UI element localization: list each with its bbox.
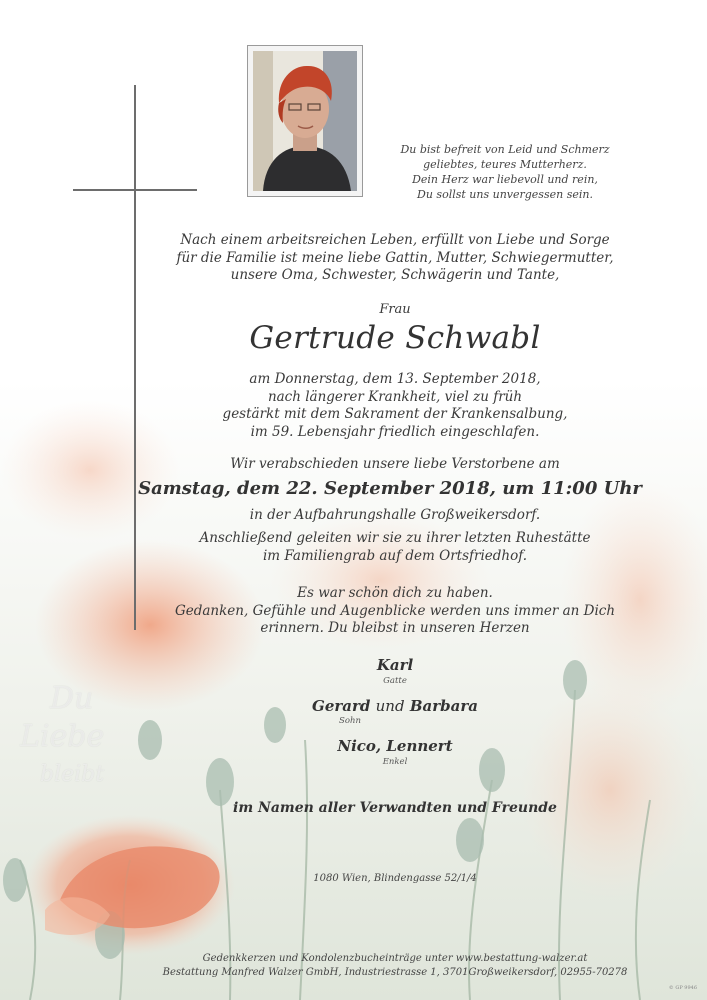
deceased-name: Gertrude Schwabl xyxy=(249,320,541,356)
closing-text xyxy=(110,585,680,638)
poem xyxy=(390,142,620,202)
burial-line: im Familiengrab auf dem Ortsfriedhof. xyxy=(262,547,528,564)
footer-line: Bestattung Manfred Walzer GmbH, Industriestrasse 1, 3701Großweikersdorf, 02955-70278 xyxy=(162,967,628,978)
intro-line: Nach einem arbeitsreichen Leben, erfüllt von Liebe und Sorge xyxy=(180,232,610,248)
mourner-conjunction: und xyxy=(375,697,405,715)
service-date: Samstag, dem 22. September 2018, um 11:00 Uhr xyxy=(138,478,642,499)
relatives-line: im Namen aller Verwandten und Freunde xyxy=(233,800,557,816)
print-code: © GP 9946 xyxy=(668,985,697,991)
mourner-name-a: Gerard xyxy=(312,697,371,715)
intro-text xyxy=(110,232,680,285)
watermark-line: Liebe xyxy=(20,719,105,754)
mourner-name xyxy=(110,697,680,715)
poem-line: Dein Herz war liebevoll und rein, xyxy=(412,173,598,186)
mourner-relation: Sohn xyxy=(339,716,361,726)
mourner-name-b: Barbara xyxy=(409,697,478,715)
mourner-name: Nico, Lennert xyxy=(337,737,453,755)
poem-line: Du sollst uns unvergessen sein. xyxy=(417,188,593,201)
details-line: am Donnerstag, dem 13. September 2018, xyxy=(249,371,541,387)
mourner-relation: Gatte xyxy=(383,676,407,686)
intro-line: unsere Oma, Schwester, Schwägerin und Tante, xyxy=(230,267,560,283)
service-location: in der Aufbahrungshalle Großweikersdorf. xyxy=(249,507,541,523)
mourner-relation: Enkel xyxy=(382,757,408,767)
cross-horizontal xyxy=(73,189,197,191)
burial-text xyxy=(110,530,680,565)
poem-line: geliebtes, teures Mutterherz. xyxy=(423,158,587,171)
burial-line: Anschließend geleiten wir sie zu ihrer letzten Ruhestätte xyxy=(199,530,591,546)
portrait-image xyxy=(253,51,357,191)
mourner-name: Karl xyxy=(376,656,414,674)
closing-line: erinnern. Du bleibst in unseren Herzen xyxy=(260,620,530,636)
farewell-intro: Wir verabschieden unsere liebe Verstorbene am xyxy=(230,456,560,472)
details-line: gestärkt mit dem Sakrament der Krankensalbung, xyxy=(222,406,568,422)
watermark-line: bleibt xyxy=(40,762,105,787)
poem-line: Du bist befreit von Leid und Schmerz xyxy=(400,143,610,156)
portrait-photo xyxy=(247,45,363,197)
address: 1080 Wien, Blindengasse 52/1/4 xyxy=(313,873,477,884)
death-details xyxy=(110,371,680,441)
footer xyxy=(110,952,680,980)
closing-line: Gedanken, Gefühle und Augenblicke werden uns immer an Dich xyxy=(174,602,616,619)
closing-line: Es war schön dich zu haben. xyxy=(297,585,493,601)
footer-line: Gedenkkerzen und Kondolenzbucheinträge unter www.bestattung-walzer.at xyxy=(202,953,588,964)
salutation: Frau xyxy=(379,302,411,317)
details-line: im 59. Lebensjahr friedlich eingeschlafen. xyxy=(250,423,540,440)
intro-line: für die Familie ist meine liebe Gattin, Mutter, Schwiegermutter, xyxy=(176,249,614,266)
details-line: nach längerer Krankheit, viel zu früh xyxy=(267,388,523,405)
watermark-line: Du xyxy=(50,681,94,716)
